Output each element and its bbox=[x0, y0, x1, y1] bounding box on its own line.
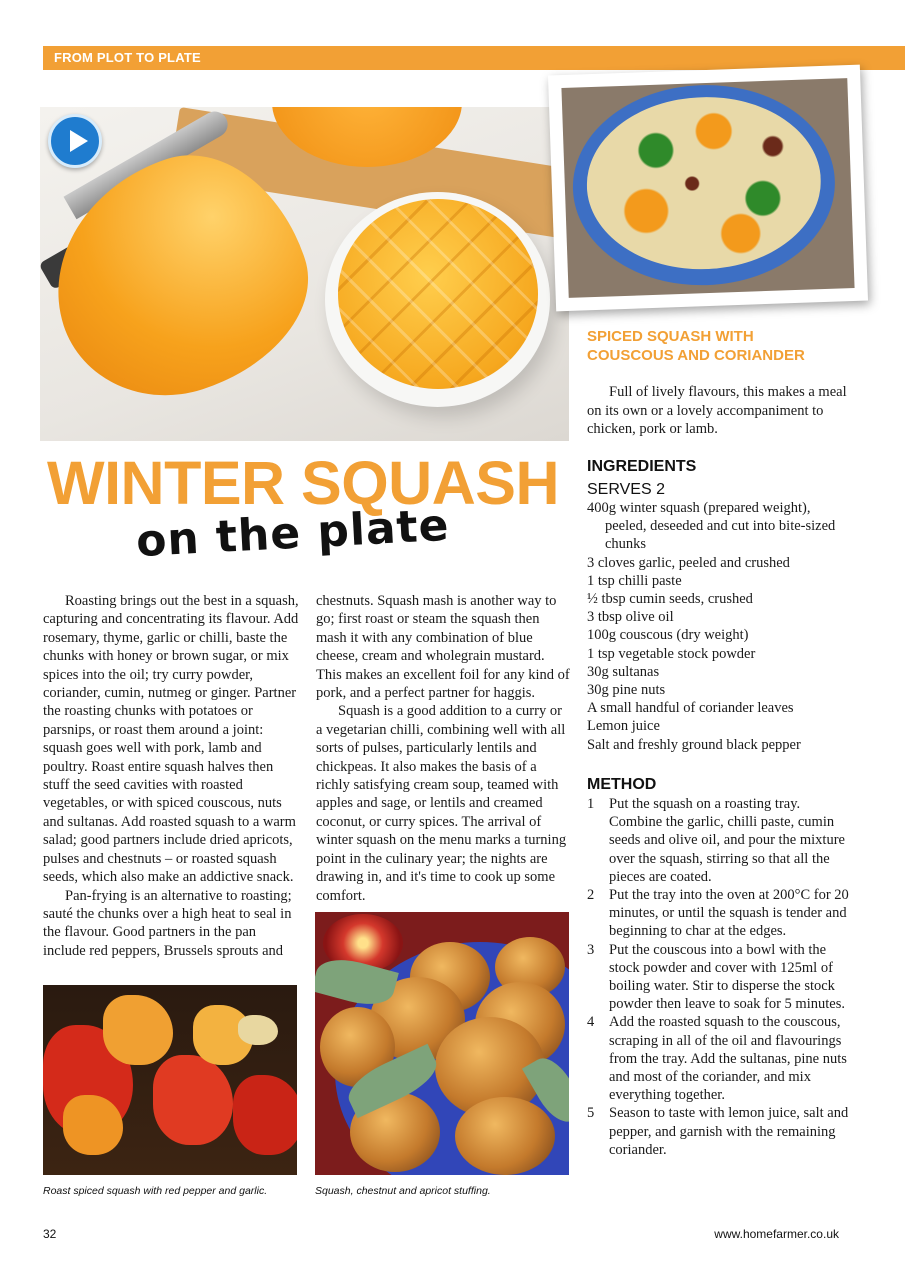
step-number: 2 bbox=[587, 887, 595, 904]
step-number: 4 bbox=[587, 1014, 595, 1031]
page-title: WINTER SQUASH bbox=[47, 449, 559, 517]
pepper-piece bbox=[153, 1055, 233, 1145]
article-paragraph: chestnuts. Squash mash is another way to go; first roast or steam the squash then mash it with any combination of blue cheese, cream and wholegrain mustard. This makes an excellent foil for any kind of pork, and a perfect partner for haggis. bbox=[316, 593, 570, 702]
pepper-piece bbox=[233, 1075, 297, 1155]
ingredient-item: Lemon juice bbox=[587, 718, 660, 735]
article-paragraph: Squash is a good addition to a curry or a vegetarian chilli, combining well with all sorts of pulses, particularly lentils and chickpeas. It also makes the basis of a richly satisfying cream soup, teamed with apples and sage, or lentils and creamed coconut, or curry spices. The arrival of winter squash on the menu marks a turning point in the culinary year; the nights are drawing in, and it's time to cook up some comfort. bbox=[316, 703, 567, 904]
ingredients-heading: INGREDIENTS bbox=[587, 458, 697, 475]
step-text: Put the couscous into a bowl with the stock powder and cover with 125ml of boiling water. Stir to disperse the stock powder then leave to soak for 5 minutes. bbox=[609, 941, 845, 1013]
banner-label: FROM PLOT TO PLATE bbox=[54, 50, 201, 65]
recipe-intro: Full of lively flavours, this makes a meal on its own or a lovely accompaniment to chicken, pork or lamb. bbox=[587, 384, 847, 437]
play-video-icon[interactable] bbox=[48, 114, 102, 168]
section-banner bbox=[43, 46, 905, 70]
step-text: Add the roasted squash to the couscous, scraping in all of the oil and flavourings from the tray. Add the sultanas, pine nuts and most of the coriander, and mix everything together. bbox=[609, 1014, 847, 1104]
step-number: 5 bbox=[587, 1105, 595, 1122]
hero-photo bbox=[40, 107, 569, 441]
stuffing-ball bbox=[455, 1097, 555, 1175]
method-heading: METHOD bbox=[587, 776, 657, 793]
step-number: 1 bbox=[587, 796, 595, 812]
method-step bbox=[587, 941, 849, 1014]
page-subtitle: on the plate bbox=[134, 499, 451, 568]
photo-caption: Roast spiced squash with red pepper and garlic. bbox=[43, 1185, 268, 1197]
stuffing-photo bbox=[315, 912, 569, 1175]
recipe-title bbox=[587, 327, 887, 365]
method-step bbox=[587, 1104, 849, 1159]
recipe-title-line1: SPICED SQUASH WITH bbox=[587, 328, 754, 345]
ingredient-item: 30g pine nuts bbox=[587, 682, 666, 699]
step-text: Put the tray into the oven at 200°C for 20 minutes, or until the squash is tender and beginning to char at the edges. bbox=[609, 887, 849, 940]
diced-squash bbox=[338, 199, 538, 389]
garlic-clove bbox=[238, 1015, 278, 1045]
step-number: 3 bbox=[587, 941, 595, 958]
article-paragraph: Pan-frying is an alternative to roasting; sauté the chunks over a high heat to seal in the flavour. Good partners in the pan include red peppers, Brussels sprouts and bbox=[43, 887, 292, 959]
website-link[interactable]: www.homefarmer.co.uk bbox=[714, 1227, 839, 1241]
ingredient-item: ½ tbsp cumin seeds, crushed bbox=[587, 591, 753, 608]
ingredients-list bbox=[587, 499, 847, 754]
recipe-photo-frame bbox=[548, 65, 868, 312]
serves-label: SERVES 2 bbox=[587, 481, 665, 498]
method-step bbox=[587, 795, 849, 886]
ingredient-item: 400g winter squash (prepared weight), peeled, deseeded and cut into bite-sized chunks bbox=[587, 500, 836, 553]
photo-caption: Squash, chestnut and apricot stuffing. bbox=[315, 1185, 491, 1197]
recipe-photo bbox=[561, 78, 854, 298]
ingredient-item: 3 cloves garlic, peeled and crushed bbox=[587, 554, 790, 571]
ingredient-item: 3 tbsp olive oil bbox=[587, 609, 674, 626]
article-paragraph: Roasting brings out the best in a squash, capturing and concentrating its flavour. Add rosemary, thyme, garlic or chilli, baste the chunks with honey or brown sugar, or mix spices into the oil; try curry powder, coriander, cumin, nutmeg or ginger. Partner the roasting chunks with potatoes or parsnips, or roast them around a joint: squash goes well with pork, lamb and poultry. Roast entire squash halves then stuff the seed cavities with roasted vegetables, or with spiced couscous, nuts and sultanas. Add roasted squash to a warm salad; good partners include dried apricots, pulses and chestnuts – or roasted squash seeds, which also make an addictive snack. bbox=[43, 593, 299, 886]
ingredient-item: Salt and freshly ground black pepper bbox=[587, 736, 801, 753]
article-column-2 bbox=[316, 592, 570, 905]
squash-piece bbox=[103, 995, 173, 1065]
ingredient-item: A small handful of coriander leaves bbox=[587, 700, 794, 717]
ingredient-item: 1 tsp chilli paste bbox=[587, 572, 682, 589]
ingredient-item: 1 tsp vegetable stock powder bbox=[587, 645, 756, 662]
article-column-1 bbox=[43, 592, 300, 960]
method-steps bbox=[587, 795, 849, 1159]
page-number: 32 bbox=[43, 1227, 57, 1241]
step-text: Season to taste with lemon juice, salt and pepper, and garnish with the remaining coriander. bbox=[609, 1105, 849, 1158]
step-text: Put the squash on a roasting tray. Combine the garlic, chilli paste, cumin seeds and olive oil, and pour the mixture over the squash, stirring so that all the pieces are coated. bbox=[609, 796, 845, 885]
recipe-title-line2: COUSCOUS AND CORIANDER bbox=[587, 347, 805, 364]
method-step bbox=[587, 1013, 849, 1104]
ingredient-item: 100g couscous (dry weight) bbox=[587, 627, 749, 644]
method-step bbox=[587, 886, 849, 941]
ingredient-item: 30g sultanas bbox=[587, 663, 660, 680]
roast-squash-photo bbox=[43, 985, 297, 1175]
